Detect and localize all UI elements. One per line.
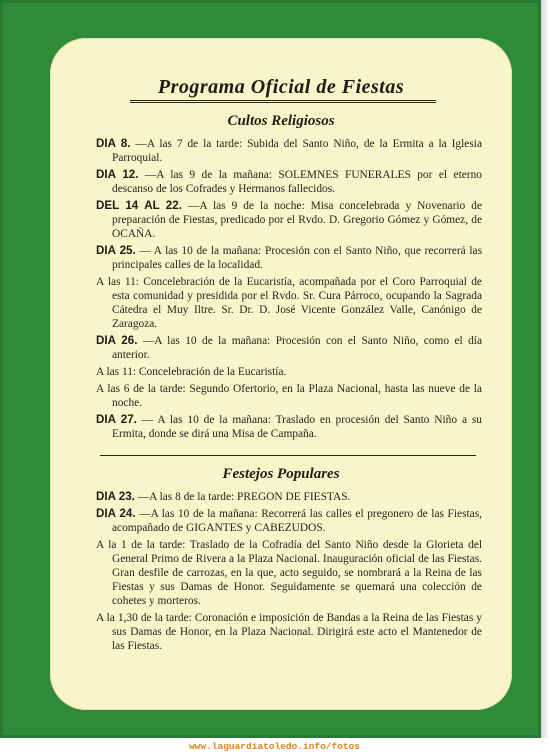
title-underline xyxy=(130,100,436,101)
title-underline-2 xyxy=(130,102,436,103)
entry-text: —A las 10 de la mañana: Procesión con el Santo Niño, como el día anterior. xyxy=(112,335,482,362)
entry-day: DEL 14 AL 22. xyxy=(96,198,182,212)
list-item xyxy=(96,334,482,362)
list-item xyxy=(96,137,482,165)
entry-text: —A las 9 de la mañana: SOLEMNES FUNERALES por el eterno descanso de los Cofrades y Hermanos fallecidos. xyxy=(112,168,482,196)
entry-text: A las 11: Concelebración de la Eucaristía. xyxy=(96,366,287,379)
list-item xyxy=(96,382,482,410)
program-title: Programa Oficial de Fiestas xyxy=(157,76,405,98)
entry-text: A la 1,30 de la tarde: Coronación e imposición de Bandas a la Reina de las Fiestas y sus Damas de Honor, en la Plaza Nacional. Dirigirá este acto el Mantenedor de las Fiestas. xyxy=(96,612,482,653)
entry-text: — A las 10 de la mañana: Procesión con el Santo Niño, que recorrerá las principales calles de la localidad. xyxy=(112,245,482,272)
entry-text: — A las 10 de la mañana: Traslado en procesión del Santo Niño a su Ermita, donde se dirá una Misa de Campaña. xyxy=(112,414,482,441)
section-heading-religious: Cultos Religiosos xyxy=(227,113,335,129)
list-item xyxy=(96,244,482,272)
list-item xyxy=(96,168,482,196)
entry-text: A las 11: Concelebración de la Eucaristía, acompañada por el Coro Parroquial de esta comunidad y presidida por el Rvdo. Sr. Cura Párroco, ocupando la Sagrada Cátedra el Muy Iltre. Sr. Dr. D. José Vicente González Valle, Canónigo de Zaragoza. xyxy=(96,276,482,331)
entry-text: —A las 8 de la tarde: PREGON DE FIESTAS. xyxy=(137,491,351,503)
entry-day: DIA 25. xyxy=(96,244,136,258)
popular-entries xyxy=(96,490,482,656)
entry-day: DIA 8. xyxy=(96,137,131,150)
entry-text: A las 6 de la tarde: Segundo Ofertorio, en la Plaza Nacional, hasta las nueve de la noche. xyxy=(96,383,482,410)
section-heading-popular: Festejos Populares xyxy=(222,466,340,482)
program-panel xyxy=(50,38,512,710)
entry-day: DIA 26. xyxy=(96,334,138,348)
list-item xyxy=(96,413,482,441)
list-item xyxy=(96,199,482,241)
list-item xyxy=(96,538,482,608)
list-item xyxy=(96,365,482,379)
entry-day: DIA 23. xyxy=(96,490,135,503)
section-divider xyxy=(100,455,476,456)
list-item xyxy=(96,275,482,331)
entry-day: DIA 24. xyxy=(96,506,136,520)
entry-day: DIA 12. xyxy=(96,167,139,181)
watermark-link[interactable]: www.laguardiatoledo.info/fotos xyxy=(188,741,361,752)
list-item xyxy=(96,490,482,504)
list-item xyxy=(96,507,482,535)
list-item xyxy=(96,611,482,653)
entry-text: —A las 9 de la noche: Misa concelebrada y Novenario de preparación de Fiestas, predicado por el Rvdo. D. Gregorio Gómez y Gómez, de OCAÑA. xyxy=(112,199,483,241)
entry-text: —A las 10 de la mañana: Recorrerá las calles el pregonero de las Fiestas, acompañado de GIGANTES y CABEZUDOS. xyxy=(112,507,482,534)
religious-entries xyxy=(96,137,482,444)
entry-text: A la 1 de la tarde: Traslado de la Cofradía del Santo Niño desde la Glorieta del General Primo de Rivera a la Plaza Nacional. Inauguración oficial de las Fiestas. Gran desfile de carrozas, en la que, acto seguido, se nombrará a la Reina de las Fiestas y sus Damas de Honor. Seguidamente se quemará una colección de cohetes y morteros. xyxy=(96,538,482,608)
page-edge xyxy=(541,0,549,738)
entry-text: —A las 7 de la tarde: Subida del Santo Niño, de la Ermita a la Iglesia Parroquial. xyxy=(112,138,482,165)
entry-day: DIA 27. xyxy=(96,413,137,427)
